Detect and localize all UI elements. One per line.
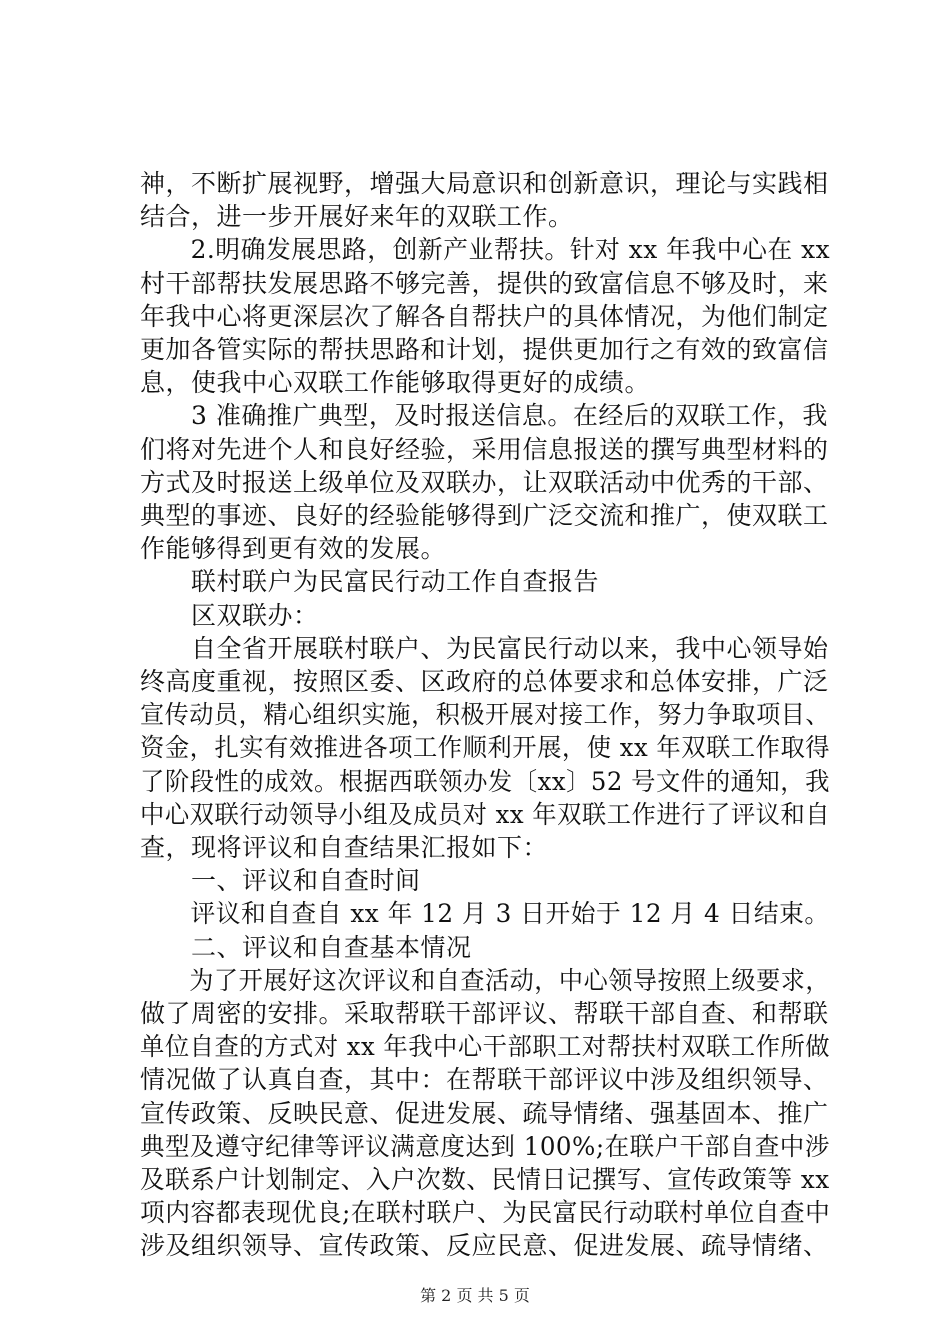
text-line: 年我中心将更深层次了解各自帮扶户的具体情况，为他们制定	[140, 301, 829, 331]
text-line: 方式及时报送上级单位及双联办，让双联活动中优秀的干部、	[140, 467, 829, 497]
text-line: 典型及遵守纪律等评议满意度达到 100%;在联户干部自查中涉	[140, 1131, 830, 1161]
text-line: 更加各管实际的帮扶思路和计划，提供更加行之有效的致富信	[140, 335, 829, 364]
text-line: 中心双联行动领导小组及成员对 xx 年双联工作进行了评议和自	[140, 799, 831, 829]
text-line: 一、评议和自查时间	[140, 866, 421, 896]
text-line: 及联系户计划制定、入户次数、民情日记撰写、宣传政策等 xx	[140, 1165, 830, 1194]
text-line: 了阶段性的成效。根据西联领办发〔xx〕52 号文件的通知，我	[140, 766, 830, 796]
text-line: 单位自查的方式对 xx 年我中心干部职工对帮扶村双联工作所做	[140, 1032, 831, 1062]
text-line: 2.明确发展思路，创新产业帮扶。针对 xx 年我中心在 xx	[140, 235, 831, 265]
text-line: 为了开展好这次评议和自查活动，中心领导按照上级要求，	[140, 965, 831, 995]
text-line: 评议和自查自 xx 年 12 月 3 日开始于 12 月 4 日结束。	[140, 899, 830, 929]
text-line: 神，不断扩展视野，增强大局意识和创新意识，理论与实践相	[140, 169, 829, 198]
text-line: 自全省开展联村联户、为民富民行动以来，我中心领导始	[140, 633, 829, 663]
text-line: 资金，扎实有效推进各项工作顺利开展，使 xx 年双联工作取得	[140, 733, 831, 763]
text-line: 典型的事迹、良好的经验能够得到广泛交流和推广，使双联工	[140, 501, 829, 530]
text-line: 情况做了认真自查，其中：在帮联干部评议中涉及组织领导、	[140, 1065, 829, 1095]
text-line: 联村联户为民富民行动工作自查报告	[140, 567, 600, 597]
text-line: 涉及组织领导、宣传政策、反应民意、促进发展、疏导情绪、	[140, 1231, 829, 1261]
text-line: 3 准确推广典型，及时报送信息。在经后的双联工作，我	[140, 401, 828, 431]
text-line: 查，现将评议和自查结果汇报如下：	[140, 833, 549, 862]
page-number-footer: 第 2 页 共 5 页	[420, 1286, 530, 1305]
text-line: 村干部帮扶发展思路不够完善，提供的致富信息不够及时，来	[140, 268, 829, 298]
text-line: 终高度重视，按照区委、区政府的总体要求和总体安排，广泛	[140, 667, 829, 696]
text-line: 息，使我中心双联工作能够取得更好的成绩。	[140, 368, 651, 398]
text-line: 作能够得到更有效的发展。	[140, 534, 447, 564]
text-line: 做了周密的安排。采取帮联干部评议、帮联干部自查、和帮联	[140, 999, 829, 1028]
text-line: 们将对先进个人和良好经验，采用信息报送的撰写典型材料的	[140, 434, 829, 464]
text-line: 结合，进一步开展好来年的双联工作。	[140, 202, 574, 232]
text-line: 宣传动员，精心组织实施，积极开展对接工作，努力争取项目、	[140, 700, 831, 730]
text-line: 区双联办：	[140, 600, 319, 630]
text-line: 项内容都表现优良;在联村联户、为民富民行动联村单位自查中	[140, 1198, 831, 1228]
text-line: 二、评议和自查基本情况	[140, 932, 472, 962]
text-line: 宣传政策、反映民意、促进发展、疏导情绪、强基固本、推广	[140, 1098, 829, 1128]
